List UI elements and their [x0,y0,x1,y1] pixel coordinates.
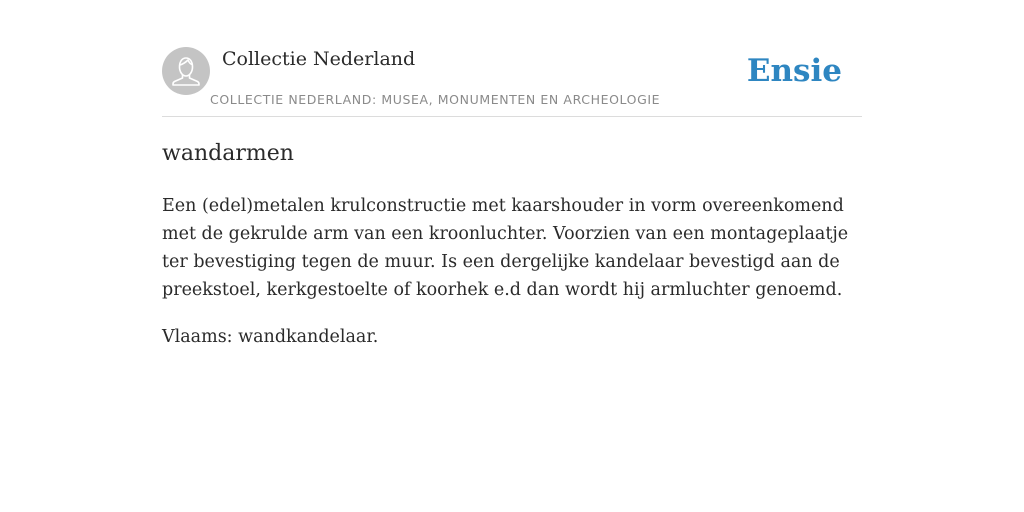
entry-header [162,47,862,117]
ensie-logo[interactable]: Ensie [746,53,842,89]
user-silhouette-icon [162,47,210,95]
entry-note: Vlaams: wandkandelaar. [162,327,379,347]
entry-definition: Een (edel)metalen krulconstructie met kaarshouder in vorm overeenkomend met de gekrulde arm van een kroonluchter. Voorzien van een montageplaatje ter bevestiging tegen de muur. Is een dergelijke kandelaar bevestigd aan de preekstoel, kerkgestoelte of koorhek e.d dan wordt hij armluchter genoemd. [162,196,849,300]
source-label[interactable]: COLLECTIE NEDERLAND: MUSEA, MONUMENTEN EN ARCHEOLOGIE [210,92,661,107]
author-name-link[interactable]: Collectie Nederland [222,48,416,70]
entry-term: wandarmen [162,141,294,166]
author-avatar[interactable] [162,47,210,95]
